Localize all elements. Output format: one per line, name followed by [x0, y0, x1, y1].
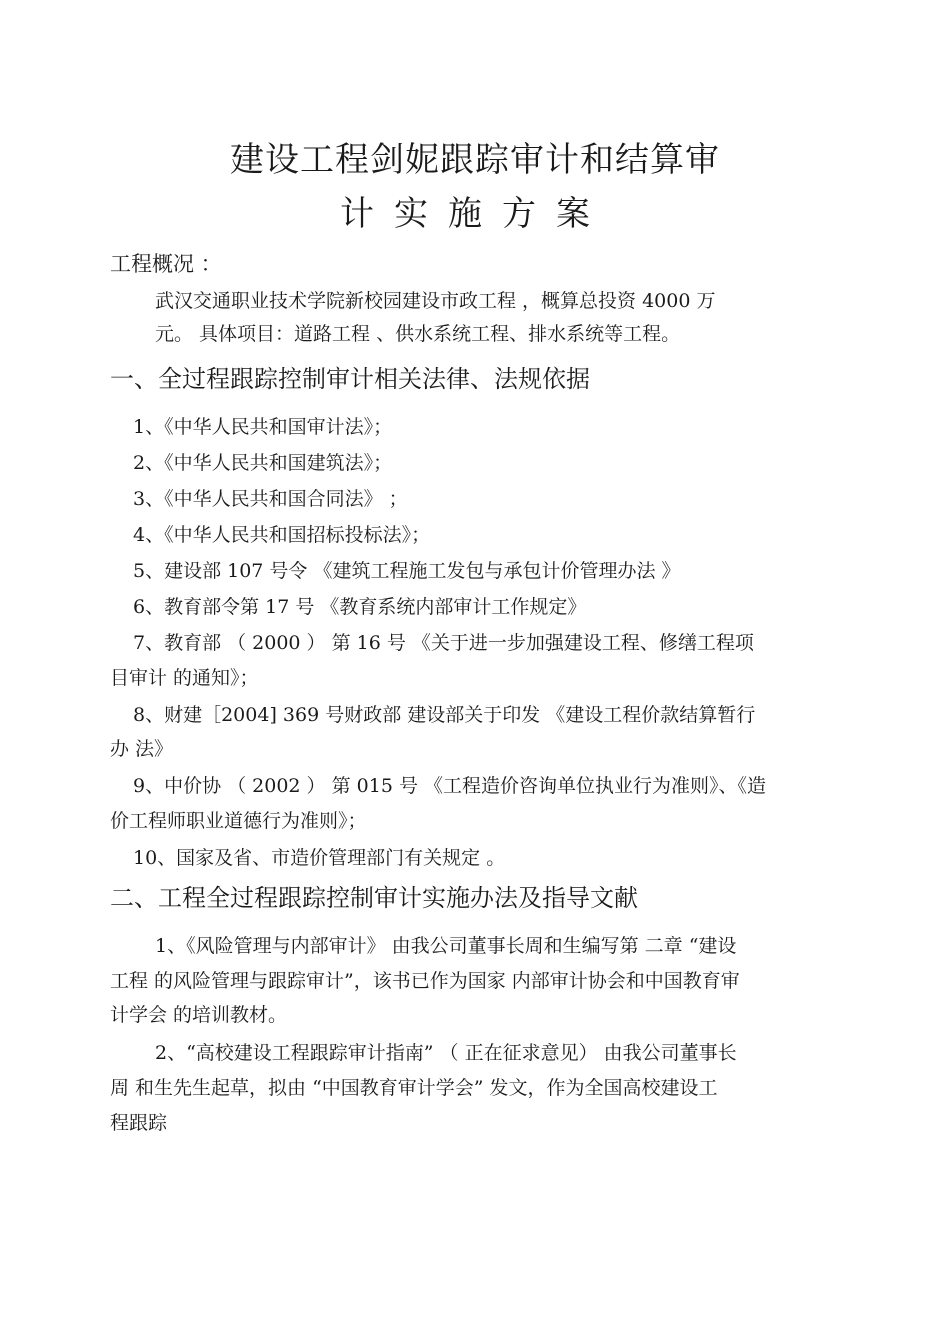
- reference-paragraph-line: 计学会 的培训教材。: [110, 1004, 288, 1026]
- section2-heading: 二、工程全过程跟踪控制审计实施办法及指导文献: [110, 884, 638, 912]
- law-item: 3、《中华人民共和国合同法》 ；: [133, 488, 408, 510]
- overview-paragraph-line: 武汉交通职业技术学院新校园建设市政工程 ，概算总投资 4000 万: [155, 290, 716, 312]
- document-title-line1: 建设工程剑妮跟踪审计和结算审: [230, 140, 720, 180]
- law-item-continued: 价工程师职业道德行为准则》；: [110, 810, 367, 832]
- reference-paragraph-line: 工程 的风险管理与跟踪审计”，该书已作为国家 内部审计协会和中国教育审: [110, 970, 740, 992]
- law-item: 8、财建［2004] 369 号财政部 建设部关于印发 《建设工程价款结算暂行: [133, 704, 756, 726]
- law-item: 2、《中华人民共和国建筑法》；: [133, 452, 393, 474]
- law-item-continued: 办 法》: [110, 738, 174, 760]
- document-title-line2: 计实施方案: [340, 194, 610, 234]
- law-item: 1、《中华人民共和国审计法》；: [133, 416, 393, 438]
- law-item: 10、国家及省、市造价管理部门有关规定 。: [133, 847, 506, 869]
- law-item: 5、建设部 107 号令 《建筑工程施工发包与承包计价管理办法 》: [133, 560, 681, 582]
- reference-paragraph-line: 2、“高校建设工程跟踪审计指南” （ 正在征求意见） 由我公司董事长: [155, 1042, 737, 1064]
- law-item: 9、中价协 （ 2002 ） 第 015 号 《工程造价咨询单位执业行为准则》、《造: [133, 775, 766, 797]
- law-item: 6、教育部令第 17 号 《教育系统内部审计工作规定》: [133, 596, 587, 618]
- section1-heading: 一、全过程跟踪控制审计相关法律、法规依据: [110, 365, 590, 393]
- reference-paragraph-line: 1、《风险管理与内部审计》 由我公司董事长周和生编写第 二章 “建设: [155, 935, 737, 957]
- reference-paragraph-line: 程跟踪: [110, 1112, 168, 1134]
- overview-paragraph-line: 元。 具体项目：道路工程 、供水系统工程、排水系统等工程。: [155, 323, 681, 345]
- law-item: 4、《中华人民共和国招标投标法》；: [133, 524, 431, 546]
- law-item: 7、教育部 （ 2000 ） 第 16 号 《关于进一步加强建设工程、修缮工程项: [133, 632, 754, 654]
- overview-heading: 工程概况 ：: [110, 252, 222, 276]
- reference-paragraph-line: 周 和生先生起草，拟由 “中国教育审计学会” 发文，作为全国高校建设工: [110, 1077, 718, 1099]
- law-item-continued: 目审计 的通知》；: [110, 667, 259, 689]
